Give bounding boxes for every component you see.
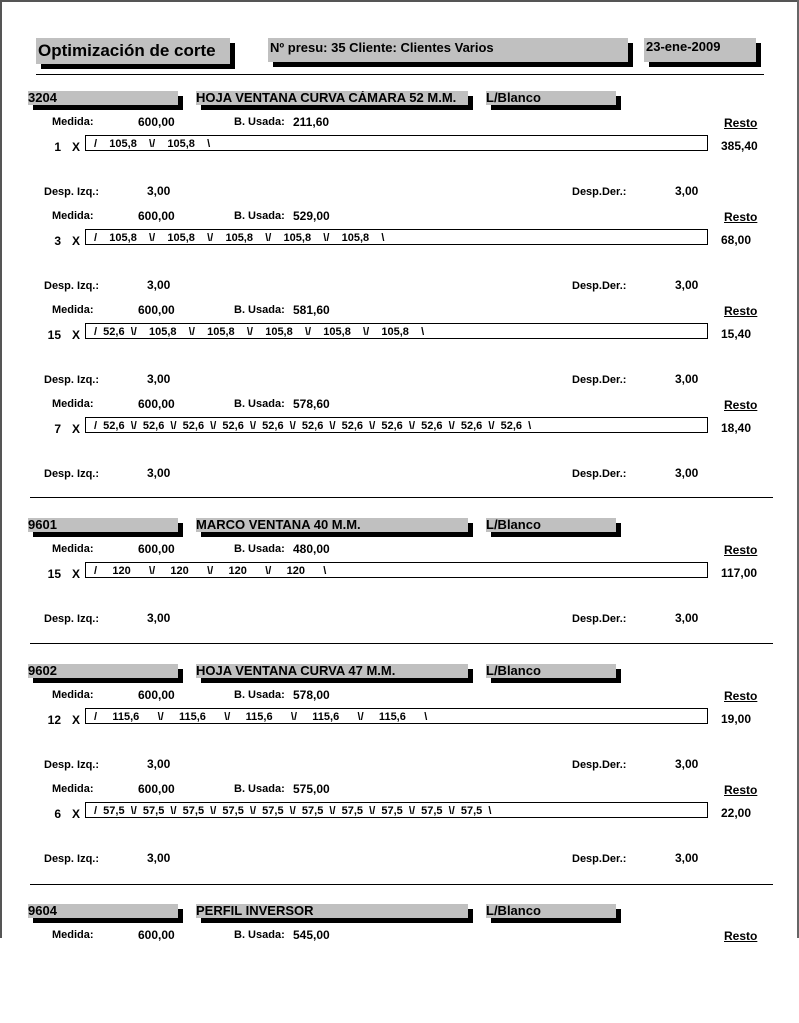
resto-value: 68,00 (721, 233, 752, 247)
desp-der-label: Desp.Der.: (572, 280, 627, 292)
cut-row (0, 304, 799, 398)
cut-pattern-bar: / 52,6 \/ 105,8 \/ 105,8 \/ 105,8 \/ 105,8 \/ 105,8 \ (85, 323, 708, 339)
cut-pattern-bar: / 52,6 \/ 52,6 \/ 52,6 \/ 52,6 \/ 52,6 \/ 52,6 \/ 52,6 \/ 52,6 \/ 52,6 \/ 52,6 \/ 52,6 \ (85, 417, 708, 433)
bar-quantity: 3 (54, 234, 61, 248)
medida-value: 600,00 (138, 115, 175, 129)
medida-label: Medida: (52, 398, 94, 410)
medida-label: Medida: (52, 210, 94, 222)
busada-label: B. Usada: (234, 543, 285, 555)
times-label: X (72, 422, 81, 436)
section-divider (30, 497, 773, 498)
times-label: X (72, 713, 81, 727)
times-label: X (72, 140, 81, 154)
resto-value: 117,00 (721, 566, 758, 580)
cut-row (0, 929, 799, 1023)
times-label: X (72, 328, 81, 342)
desp-der-label: Desp.Der.: (572, 853, 627, 865)
profile-code: 9604 (28, 904, 178, 918)
resto-label: Resto (724, 783, 758, 797)
profile-color: L/Blanco (486, 904, 616, 918)
medida-label: Medida: (52, 304, 94, 316)
report-date: 23-ene-2009 (644, 38, 756, 62)
bar-quantity: 7 (54, 422, 61, 436)
desp-der-value: 3,00 (675, 757, 699, 771)
profile-code: 9601 (28, 518, 178, 532)
cut-pattern-bar: / 105,8 \/ 105,8 \/ 105,8 \/ 105,8 \/ 105,8 \ (85, 229, 708, 245)
profile-code: 3204 (28, 91, 178, 105)
medida-label: Medida: (52, 543, 94, 555)
busada-label: B. Usada: (234, 304, 285, 316)
budget-client-info: Nº presu: 35 Cliente: Clientes Varios (268, 38, 628, 62)
cut-row (0, 543, 799, 637)
header-divider (36, 74, 764, 75)
desp-der-value: 3,00 (675, 466, 699, 480)
profile-color: L/Blanco (486, 664, 616, 678)
desp-der-value: 3,00 (675, 611, 699, 625)
desp-izq-value: 3,00 (147, 611, 171, 625)
cut-row (0, 689, 799, 783)
resto-value: 385,40 (721, 139, 758, 153)
desp-izq-value: 3,00 (147, 757, 171, 771)
medida-value: 600,00 (138, 397, 175, 411)
resto-label: Resto (724, 929, 758, 943)
medida-value: 600,00 (138, 542, 175, 556)
desp-der-value: 3,00 (675, 372, 699, 386)
medida-value: 600,00 (138, 928, 175, 942)
profile-code: 9602 (28, 664, 178, 678)
desp-der-label: Desp.Der.: (572, 613, 627, 625)
medida-label: Medida: (52, 689, 94, 701)
cut-row (0, 783, 799, 877)
bar-quantity: 15 (47, 328, 61, 342)
desp-der-label: Desp.Der.: (572, 468, 627, 480)
busada-value: 578,60 (293, 397, 330, 411)
desp-der-value: 3,00 (675, 278, 699, 292)
busada-value: 581,60 (293, 303, 330, 317)
desp-izq-label: Desp. Izq.: (44, 853, 100, 865)
desp-izq-value: 3,00 (147, 372, 171, 386)
report-title: Optimización de corte (36, 38, 230, 64)
desp-izq-label: Desp. Izq.: (44, 374, 100, 386)
profile-description: MARCO VENTANA 40 M.M. (196, 518, 468, 532)
resto-value: 18,40 (721, 421, 752, 435)
busada-label: B. Usada: (234, 783, 285, 795)
desp-der-label: Desp.Der.: (572, 759, 627, 771)
desp-izq-label: Desp. Izq.: (44, 468, 100, 480)
profile-description: HOJA VENTANA CURVA 47 M.M. (196, 664, 468, 678)
busada-label: B. Usada: (234, 929, 285, 941)
busada-value: 575,00 (293, 782, 330, 796)
desp-izq-label: Desp. Izq.: (44, 280, 100, 292)
bar-quantity: 6 (54, 807, 61, 821)
desp-der-value: 3,00 (675, 184, 699, 198)
resto-label: Resto (724, 304, 758, 318)
medida-label: Medida: (52, 929, 94, 941)
desp-der-label: Desp.Der.: (572, 374, 627, 386)
resto-value: 15,40 (721, 327, 752, 341)
cut-pattern-bar: / 120 \/ 120 \/ 120 \/ 120 \ (85, 562, 708, 578)
busada-value: 529,00 (293, 209, 330, 223)
cut-row (0, 116, 799, 210)
medida-label: Medida: (52, 116, 94, 128)
medida-value: 600,00 (138, 209, 175, 223)
times-label: X (72, 567, 81, 581)
cut-pattern-bar: / 57,5 \/ 57,5 \/ 57,5 \/ 57,5 \/ 57,5 \/ 57,5 \/ 57,5 \/ 57,5 \/ 57,5 \/ 57,5 \ (85, 802, 708, 818)
section-divider (30, 884, 773, 885)
busada-label: B. Usada: (234, 398, 285, 410)
times-label: X (72, 807, 81, 821)
medida-label: Medida: (52, 783, 94, 795)
section-divider (30, 643, 773, 644)
busada-label: B. Usada: (234, 116, 285, 128)
desp-izq-value: 3,00 (147, 184, 171, 198)
cut-row (0, 210, 799, 304)
desp-der-value: 3,00 (675, 851, 699, 865)
resto-value: 22,00 (721, 806, 752, 820)
cut-pattern-bar: / 115,6 \/ 115,6 \/ 115,6 \/ 115,6 \/ 115,6 \ (85, 708, 708, 724)
resto-value: 19,00 (721, 712, 752, 726)
medida-value: 600,00 (138, 782, 175, 796)
bar-quantity: 1 (54, 140, 61, 154)
bar-quantity: 15 (47, 567, 61, 581)
profile-color: L/Blanco (486, 518, 616, 532)
desp-izq-label: Desp. Izq.: (44, 186, 100, 198)
busada-value: 545,00 (293, 928, 330, 942)
medida-value: 600,00 (138, 688, 175, 702)
busada-value: 211,60 (293, 115, 330, 129)
cut-row (0, 398, 799, 492)
bar-quantity: 12 (47, 713, 61, 727)
resto-label: Resto (724, 116, 758, 130)
busada-label: B. Usada: (234, 210, 285, 222)
cut-pattern-bar: / 105,8 \/ 105,8 \ (85, 135, 708, 151)
busada-value: 578,00 (293, 688, 330, 702)
medida-value: 600,00 (138, 303, 175, 317)
profile-color: L/Blanco (486, 91, 616, 105)
desp-izq-value: 3,00 (147, 278, 171, 292)
busada-value: 480,00 (293, 542, 330, 556)
window-border-top (0, 0, 799, 2)
desp-izq-value: 3,00 (147, 851, 171, 865)
busada-label: B. Usada: (234, 689, 285, 701)
resto-label: Resto (724, 689, 758, 703)
profile-description: HOJA VENTANA CURVA CÁMARA 52 M.M. (196, 91, 468, 105)
times-label: X (72, 234, 81, 248)
desp-izq-label: Desp. Izq.: (44, 759, 100, 771)
desp-izq-value: 3,00 (147, 466, 171, 480)
resto-label: Resto (724, 210, 758, 224)
desp-izq-label: Desp. Izq.: (44, 613, 100, 625)
resto-label: Resto (724, 398, 758, 412)
resto-label: Resto (724, 543, 758, 557)
profile-description: PERFIL INVERSOR (196, 904, 468, 918)
desp-der-label: Desp.Der.: (572, 186, 627, 198)
